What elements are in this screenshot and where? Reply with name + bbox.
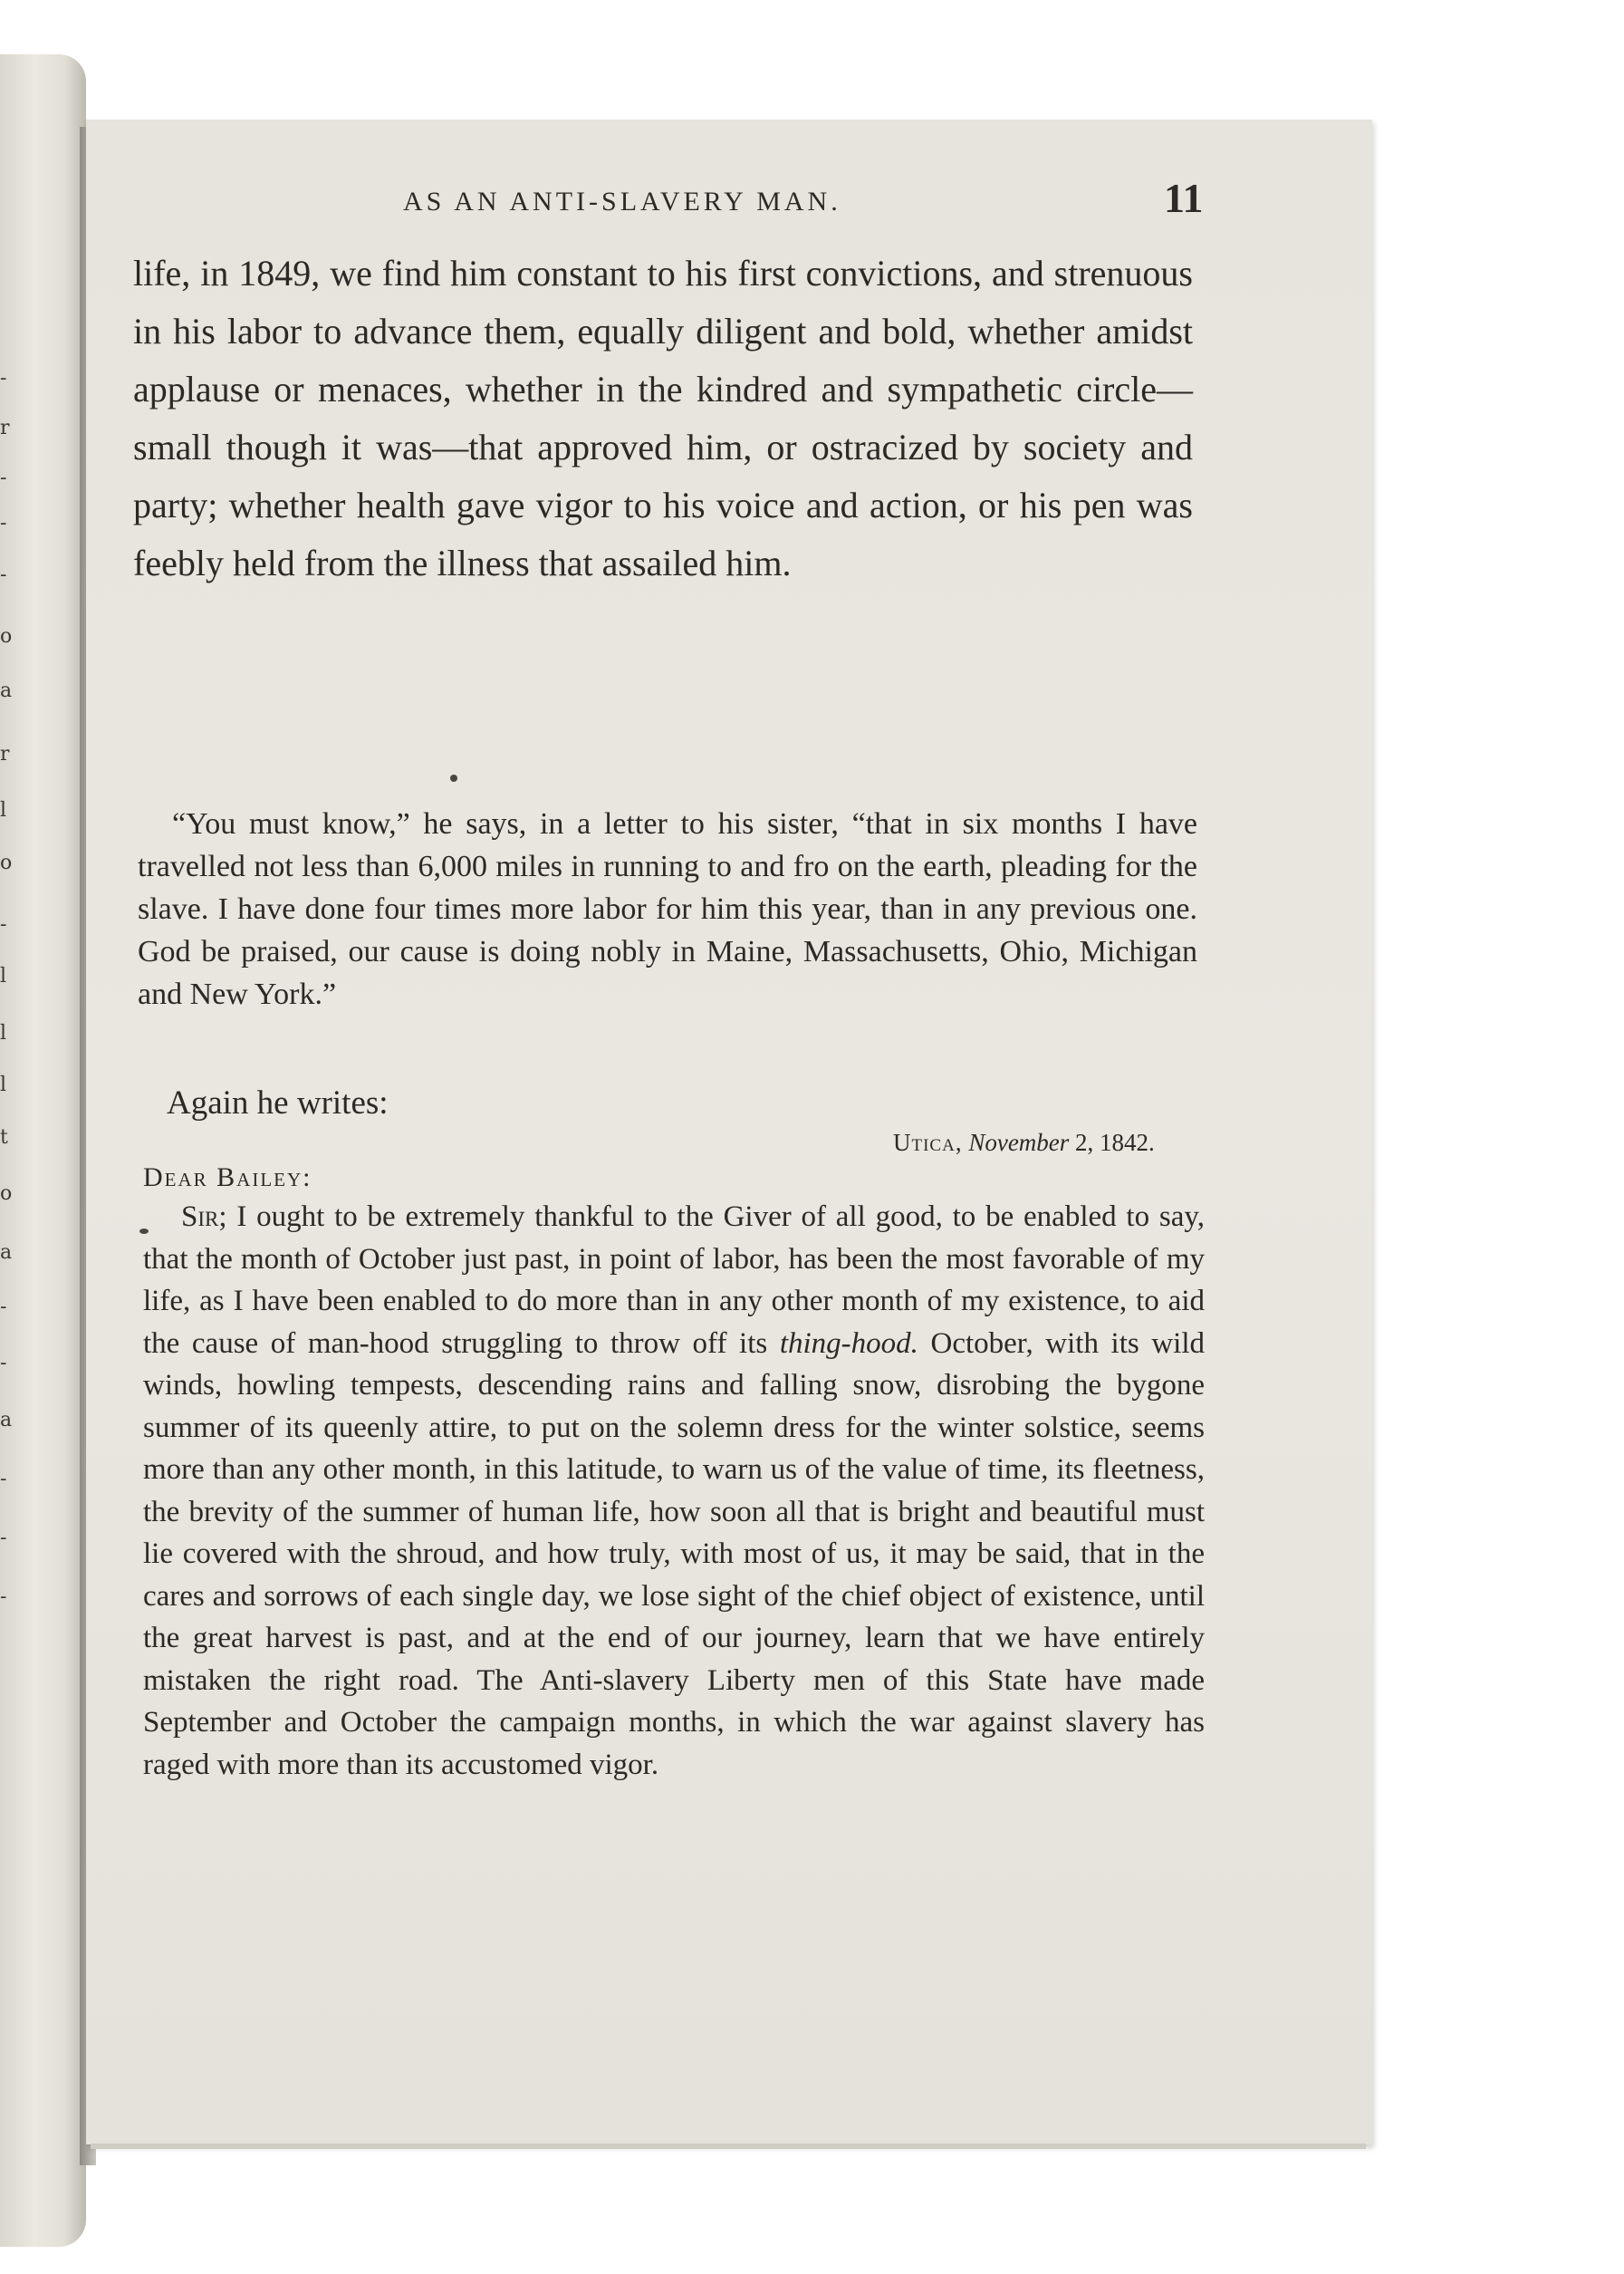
left-page-fragment: - <box>0 1585 7 1608</box>
left-page-fragment: - <box>0 467 7 489</box>
page-number: 11 <box>1164 175 1204 221</box>
again-he-writes: Again he writes: <box>167 1084 389 1122</box>
left-page-fragment: l <box>0 799 7 822</box>
letter-opening: Sir <box>181 1200 219 1233</box>
left-page-fragment: - <box>0 564 7 586</box>
left-page-fragment: - <box>0 1296 7 1318</box>
left-page-fragment: o <box>0 1182 13 1205</box>
letter-body <box>143 1196 1205 1786</box>
left-page-fragment: - <box>0 913 7 936</box>
left-page-fragment: - <box>0 1527 7 1549</box>
letter-dateline <box>893 1129 1155 1157</box>
left-page-fragment: l <box>0 1022 7 1045</box>
left-page-fragment: a <box>0 1241 13 1264</box>
paper-blemish <box>450 775 457 782</box>
quoted-letter-excerpt: “You must know,” he says, in a letter to his sister, “that in six months I have travelled not less than 6,000 miles in running to and fro on the earth, pleading for the slave. I have done four times more labor for him this year, than in any previous one. God be praised, our cause is doing nobly in Maine, Massachusetts, Ohio, Michigan and New York.” <box>138 807 1197 1011</box>
body-paragraph: life, in 1849, we find him constant to his first convictions, and strenuous in his labor to advance them, equally diligent and bold, whether amidst applause or menaces, whether in the kindred and sympathetic circle—small though it was—that approved him, or ostracized by society and party; whether health gave vigor to his voice and action, or his pen was feebly held from the illness that assailed him. <box>133 253 1193 583</box>
left-page-fragment: o <box>0 625 13 648</box>
left-page-fragment: a <box>0 679 13 702</box>
left-page-fragment: o <box>0 852 13 874</box>
left-page-fragment: r <box>0 743 10 766</box>
letter-salutation: Dear Bailey: <box>143 1162 312 1192</box>
running-title: AS AN ANTI-SLAVERY MAN. <box>403 187 841 217</box>
previous-page-edge <box>0 54 86 2247</box>
left-page-fragment: l <box>0 965 7 988</box>
left-page-fragment: - <box>0 367 7 390</box>
left-page-fragment: - <box>0 1468 7 1490</box>
left-page-fragment: r <box>0 417 10 439</box>
left-page-fragment: t <box>0 1126 8 1149</box>
left-page-fragment: - <box>0 1352 7 1374</box>
letter-italic-word: thing-hood. <box>779 1326 918 1360</box>
left-page-fragment: a <box>0 1409 13 1431</box>
dateline-place: Utica, <box>893 1129 963 1156</box>
letter-text-after-italic: October, with its wild winds, howling tempests, descending rains and falling snow, disrobing the bygone summer of its queenly attire, to put on the solemn dress for the winter solstice, seems more than any other month, in this latitude, to warn us of the value of time, its fleetness, the brevity of the summer of human life, how soon all that is bright and beautiful must lie covered with the shroud, and how truly, with most of us, it may be said, that in the cares and sorrows of each single day, we lose sight of the chief object of existence, until the great harvest is past, and at the end of our journey, learn that we have entirely mistaken the right road. The Anti-slavery Liberty men of this State have made September and October the campaign months, in which the war against slavery has raged with more than its accustomed vigor. <box>143 1326 1205 1781</box>
letter-text-before-italic: ; I ought to be extremely thankful to the Giver of all good, to be enabled to say, that the month of October just past, in point of labor, has been the most favorable of my life, as I have been enabled to do more than in any other month of my existence, to aid the cause of man-hood struggling to throw off its <box>143 1200 1205 1360</box>
dateline-rest: 2, 1842. <box>1075 1129 1155 1156</box>
left-page-fragment: l <box>0 1074 7 1096</box>
left-page-fragment: - <box>0 512 7 535</box>
dateline-month: November <box>968 1129 1070 1156</box>
page-edge <box>91 2144 1366 2149</box>
paper-blemish <box>139 1229 149 1234</box>
